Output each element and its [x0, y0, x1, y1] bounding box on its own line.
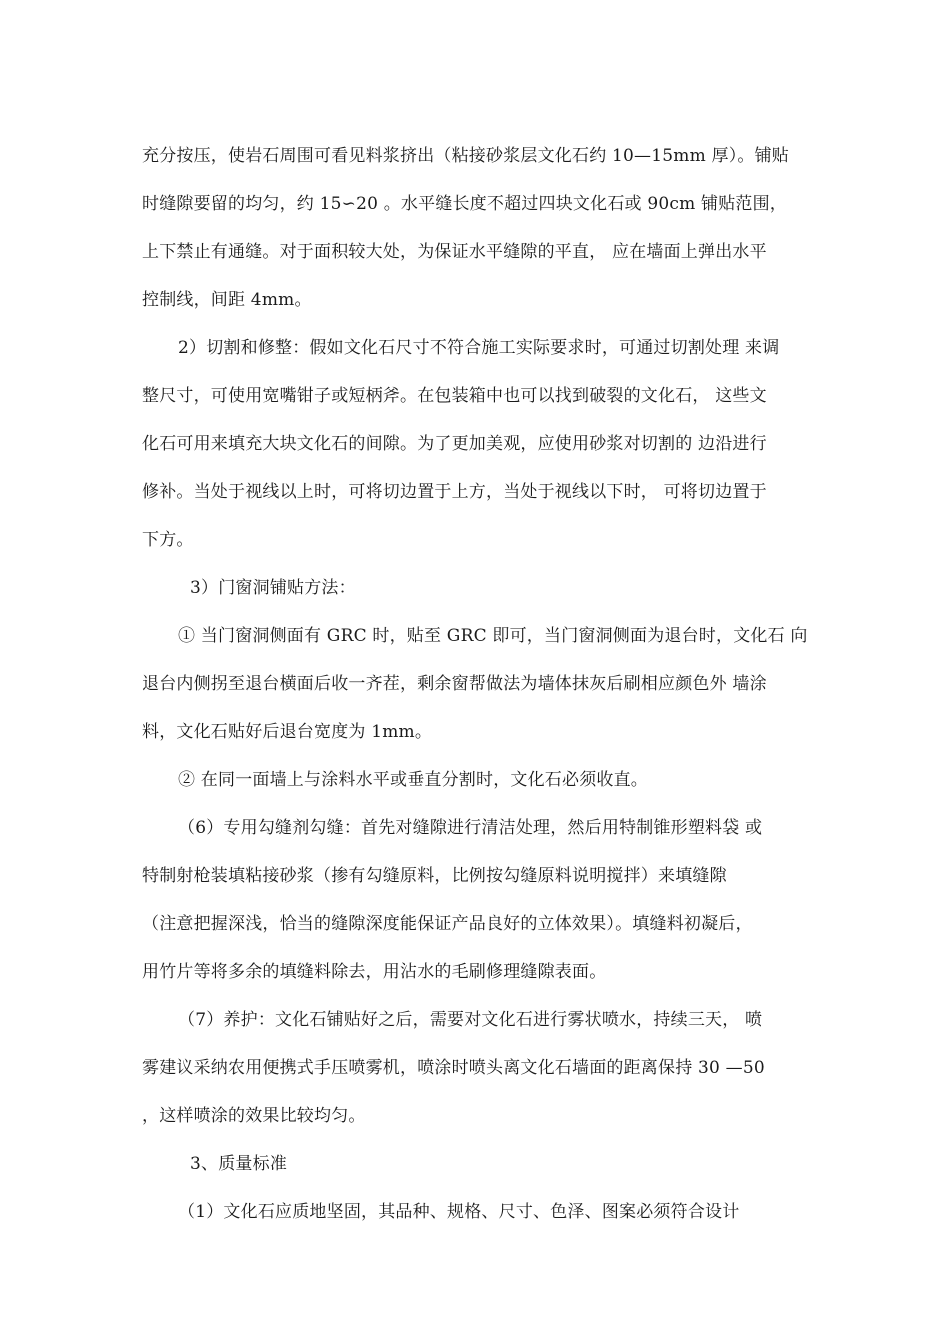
text-line: （7）养护：文化石铺贴好之后，需要对文化石进行雾状喷水，持续三天， 喷	[178, 1010, 763, 1030]
text-line: 化石可用来填充大块文化石的间隙。为了更加美观，应使用砂浆对切割的 边沿进行	[142, 434, 767, 454]
text-line: 控制线，间距 4mm。	[142, 290, 312, 310]
text-line: 退台内侧拐至退台横面后收一齐茬，剩余窗帮做法为墙体抹灰后刷相应颜色外 墙涂	[142, 674, 767, 694]
text-line: ① 当门窗洞侧面有 GRC 时，贴至 GRC 即可，当门窗洞侧面为退台时，文化石 向	[178, 626, 808, 646]
text-line: 特制射枪装填粘接砂浆（掺有勾缝原料，比例按勾缝原料说明搅拌）来填缝隙	[142, 866, 727, 886]
section-heading: 3）门窗洞铺贴方法：	[190, 578, 356, 598]
text-line: （注意把握深浅，恰当的缝隙深度能保证产品良好的立体效果）。填缝料初凝后，	[142, 914, 753, 934]
text-line: ② 在同一面墙上与涂料水平或垂直分割时，文化石必须收直。	[178, 770, 649, 790]
text-line: （6）专用勾缝剂勾缝：首先对缝隙进行清洁处理，然后用特制锥形塑料袋 或	[178, 818, 763, 838]
text-line: 下方。	[142, 530, 194, 550]
text-line: 修补。当处于视线以上时，可将切边置于上方，当处于视线以下时， 可将切边置于	[142, 482, 767, 502]
text-line: 料，文化石贴好后退台宽度为 1mm。	[142, 722, 433, 742]
text-line: 用竹片等将多余的填缝料除去，用沾水的毛刷修理缝隙表面。	[142, 962, 607, 982]
text-line: 雾建议采纳农用便携式手压喷雾机，喷涂时喷头离文化石墙面的距离保持 30 —50	[142, 1058, 765, 1078]
text-line: 2）切割和修整：假如文化石尺寸不符合施工实际要求时，可通过切割处理 来调	[178, 338, 780, 358]
text-line: 充分按压，使岩石周围可看见料浆挤出（粘接砂浆层文化石约 10—15mm 厚）。铺贴	[142, 146, 790, 166]
text-line: 整尺寸，可使用宽嘴钳子或短柄斧。在包装箱中也可以找到破裂的文化石， 这些文	[142, 386, 767, 406]
text-line: （1）文化石应质地坚固，其品种、规格、尺寸、色泽、图案必须符合设计	[178, 1202, 740, 1222]
section-heading: 3、质量标准	[190, 1154, 288, 1174]
text-line: ，这样喷涂的效果比较均匀。	[142, 1106, 366, 1126]
text-line: 时缝隙要留的均匀，约 15∽20 。水平缝长度不超过四块文化石或 90cm 铺贴范围，	[142, 194, 787, 214]
text-line: 上下禁止有通缝。对于面积较大处，为保证水平缝隙的平直， 应在墙面上弹出水平	[142, 242, 767, 262]
